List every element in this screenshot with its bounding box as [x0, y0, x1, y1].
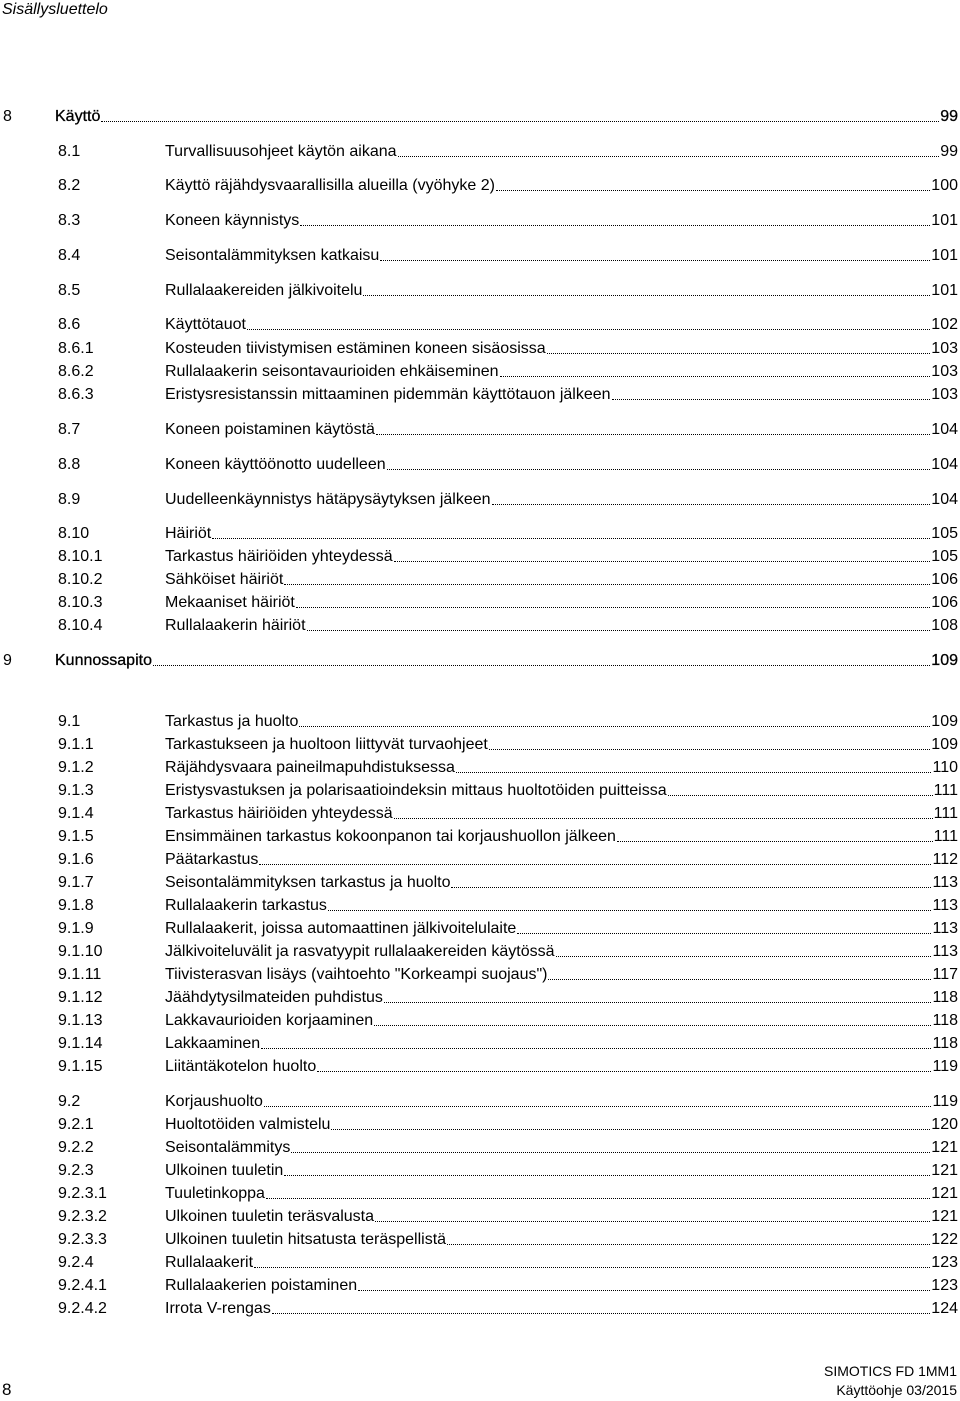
toc-entry[interactable] [0, 142, 958, 162]
toc-entry-page: 109 [931, 652, 958, 669]
toc-dot-leader [517, 919, 931, 934]
toc-dot-leader [456, 758, 932, 773]
toc-entry-page: 113 [932, 897, 958, 914]
toc-entry-line [165, 142, 958, 162]
toc-entry-number: 9.1.7 [58, 874, 94, 891]
toc-entry-line [165, 420, 958, 440]
toc-entry-line [165, 547, 958, 567]
toc-entry-page: 109 [931, 736, 958, 753]
toc-entry[interactable] [0, 781, 958, 801]
toc-entry[interactable] [0, 1115, 958, 1135]
toc-chapter-entry[interactable] [0, 651, 958, 671]
toc-entry-number: 9.1.3 [58, 782, 94, 799]
toc-entry[interactable] [0, 524, 958, 544]
toc-dot-leader [447, 1230, 930, 1245]
toc-entry-page: 124 [931, 1300, 958, 1317]
toc-entry-title: Päätarkastus [165, 851, 259, 868]
toc-entry-number: 9.1.6 [58, 851, 94, 868]
toc-entry-title: Rullalaakerit, joissa automaattinen jälkivoitelulaite [165, 920, 517, 937]
toc-entry-page: 122 [931, 1231, 958, 1248]
toc-entry-page: 119 [932, 1093, 958, 1110]
toc-entry[interactable] [0, 339, 958, 359]
toc-entry-number: 9.2.2 [58, 1139, 94, 1156]
toc-entry-page: 111 [933, 782, 958, 799]
toc-entry-title: Tarkastukseen ja huoltoon liittyvät turvaohjeet [165, 736, 488, 753]
toc-entry-line [165, 1184, 958, 1204]
toc-entry-number: 9.1.4 [58, 805, 94, 822]
toc-entry-title: Huoltotöiden valmistelu [165, 1116, 331, 1133]
toc-entry-page: 105 [931, 525, 958, 542]
toc-dot-leader [451, 873, 931, 888]
toc-entry-number: 8.6.3 [58, 386, 94, 403]
toc-entry[interactable] [0, 850, 958, 870]
footer-document-info [824, 1362, 957, 1400]
toc-entry-number: 8.10.1 [58, 548, 103, 565]
toc-entry-page: 120 [931, 1116, 958, 1133]
toc-entry-line [165, 919, 958, 939]
toc-entry[interactable] [0, 616, 958, 636]
toc-entry-page: 123 [931, 1277, 958, 1294]
toc-entry-line [165, 1057, 958, 1077]
toc-entry-title: Ensimmäinen tarkastus kokoonpanon tai korjaushuollon jälkeen [165, 828, 616, 845]
toc-chapter-entry[interactable] [0, 107, 958, 127]
toc-entry-line [165, 1230, 958, 1250]
toc-dot-leader [363, 281, 930, 296]
toc-entry[interactable] [0, 1011, 958, 1031]
toc-entry-title: Tarkastus häiriöiden yhteydessä [165, 548, 393, 565]
toc-entry-page: 103 [931, 386, 958, 403]
toc-dot-leader [556, 942, 932, 957]
toc-entry-page: 118 [932, 1035, 958, 1052]
toc-entry-number: 9.1.5 [58, 828, 94, 845]
toc-dot-leader [375, 1207, 930, 1222]
toc-dot-leader [380, 246, 930, 261]
toc-entry[interactable] [0, 455, 958, 475]
toc-entry-number: 9.1.11 [58, 966, 102, 983]
toc-dot-leader [264, 1092, 932, 1107]
toc-entry-page: 105 [931, 548, 958, 565]
toc-entry-number: 8.6.1 [58, 340, 94, 357]
toc-entry[interactable] [0, 420, 958, 440]
toc-entry-line [55, 107, 958, 127]
toc-entry-number: 8.8 [58, 456, 81, 473]
toc-entry-page: 118 [932, 1012, 958, 1029]
toc-dot-leader [259, 850, 931, 865]
toc-entry-line [165, 1207, 958, 1227]
toc-dot-leader [394, 804, 933, 819]
toc-dot-leader [101, 107, 939, 122]
toc-dot-leader [398, 142, 940, 157]
toc-dot-leader [548, 965, 931, 980]
toc-entry-number: 9.1.10 [58, 943, 103, 960]
toc-entry-page: 104 [931, 421, 958, 438]
toc-entry-line [165, 211, 958, 231]
toc-entry-number: 9.2.3.2 [58, 1208, 107, 1225]
toc-entry-line [165, 593, 958, 613]
toc-dot-leader [247, 315, 930, 330]
toc-entry-line [165, 1034, 958, 1054]
toc-entry-line [165, 246, 958, 266]
toc-entry-number: 9.1.1 [58, 736, 94, 753]
toc-entry-number: 9.1.14 [58, 1035, 103, 1052]
toc-entry[interactable] [0, 362, 958, 382]
toc-dot-leader [284, 1161, 930, 1176]
toc-entry-page: 123 [931, 1254, 958, 1271]
toc-entry[interactable] [0, 1184, 958, 1204]
toc-dot-leader [212, 524, 930, 539]
toc-entry-number: 8.7 [58, 421, 81, 438]
toc-entry-number: 9.1 [58, 713, 81, 730]
toc-dot-leader [284, 570, 930, 585]
toc-entry-number: 9.2.1 [58, 1116, 94, 1133]
toc-entry-line [165, 1092, 958, 1112]
toc-dot-leader [496, 176, 930, 191]
toc-dot-leader [384, 988, 932, 1003]
toc-entry-line [165, 455, 958, 475]
toc-entry[interactable] [0, 965, 958, 985]
toc-entry-line [165, 1011, 958, 1031]
toc-entry[interactable] [0, 385, 958, 405]
toc-entry-page: 113 [932, 874, 958, 891]
toc-dot-leader [291, 1138, 930, 1153]
toc-dot-leader [153, 651, 930, 666]
toc-entry-line [165, 315, 958, 335]
toc-entry[interactable] [0, 988, 958, 1008]
toc-entry-title: Irrota V-rengas [165, 1300, 271, 1317]
toc-entry-line [165, 735, 958, 755]
toc-entry[interactable] [0, 1207, 958, 1227]
toc-entry-number: 8.4 [58, 247, 81, 264]
toc-entry[interactable] [0, 1138, 958, 1158]
toc-entry-line [165, 524, 958, 544]
toc-entry-line [165, 1276, 958, 1296]
toc-entry-number: 9.2 [58, 1093, 81, 1110]
toc-entry-number: 8.2 [58, 177, 81, 194]
toc-entry-title: Räjähdysvaara paineilmapuhdistuksessa [165, 759, 455, 776]
toc-entry-title: Jäähdytysilmateiden puhdistus [165, 989, 383, 1006]
toc-entry-page: 101 [931, 282, 958, 299]
toc-entry-page: 101 [931, 212, 958, 229]
toc-dot-leader [617, 827, 933, 842]
toc-entry-page: 110 [932, 759, 958, 776]
toc-dot-leader [272, 1299, 930, 1314]
toc-entry-number: 9.2.4 [58, 1254, 94, 1271]
toc-entry-number: 9 [3, 652, 12, 669]
toc-entry-number: 8.10 [58, 525, 90, 542]
toc-entry-line [165, 1115, 958, 1135]
toc-entry-line [165, 965, 958, 985]
toc-entry-page: 102 [931, 316, 958, 333]
toc-dot-leader [547, 339, 931, 354]
toc-entry[interactable] [0, 1299, 958, 1319]
toc-entry-line [165, 490, 958, 510]
toc-entry-line [165, 385, 958, 405]
toc-entry-page: 119 [932, 1058, 958, 1075]
toc-entry-line [165, 804, 958, 824]
toc-entry[interactable] [0, 1034, 958, 1054]
toc-entry-line [165, 758, 958, 778]
toc-entry-number: 9.1.8 [58, 897, 94, 914]
toc-dot-leader [296, 593, 930, 608]
toc-entry[interactable] [0, 873, 958, 893]
toc-entry-title: Eristysvastuksen ja polarisaatioindeksin mittaus huoltotöiden puitteissa [165, 782, 667, 799]
toc-entry-line [165, 281, 958, 301]
toc-entry-line [165, 988, 958, 1008]
toc-entry-title: Tarkastus ja huolto [165, 713, 299, 730]
toc-entry[interactable] [0, 490, 958, 510]
toc-entry-page: 106 [931, 594, 958, 611]
toc-entry-number: 8.10.2 [58, 571, 103, 588]
toc-entry-number: 9.2.4.2 [58, 1300, 107, 1317]
toc-entry-number: 8.10.3 [58, 594, 103, 611]
toc-entry-line [55, 651, 958, 671]
toc-entry-page: 109 [931, 713, 958, 730]
toc-entry-title: Rullalaakerin tarkastus [165, 897, 327, 914]
toc-entry-title: Lakkavaurioiden korjaaminen [165, 1012, 374, 1029]
toc-entry-number: 9.2.3.1 [58, 1185, 107, 1202]
toc-entry[interactable] [0, 1161, 958, 1181]
toc-entry-page: 104 [931, 456, 958, 473]
toc-entry-line [165, 873, 958, 893]
toc-entry-number: 8.6 [58, 316, 81, 333]
toc-entry-line [165, 1299, 958, 1319]
toc-entry-page: 108 [931, 617, 958, 634]
toc-entry-page: 118 [932, 989, 958, 1006]
footer-product: SIMOTICS FD 1MM1 [823, 1363, 957, 1379]
toc-entry-page: 113 [932, 943, 958, 960]
toc-entry-number: 9.1.12 [58, 989, 103, 1006]
toc-entry-number: 8.1 [58, 143, 81, 160]
toc-entry-line [165, 781, 958, 801]
page-header-title: Sisällysluettelo [2, 1, 108, 18]
toc-dot-leader [331, 1115, 930, 1130]
toc-entry[interactable] [0, 547, 958, 567]
toc-entry-title: Kosteuden tiivistymisen estäminen koneen sisäosissa [165, 340, 546, 357]
toc-entry[interactable] [0, 1092, 958, 1112]
toc-entry[interactable] [0, 1276, 958, 1296]
toc-entry-title: Seisontalämmityksen tarkastus ja huolto [165, 874, 451, 891]
toc-entry-title: Sähköiset häiriöt [165, 571, 284, 588]
toc-entry-title: Häiriöt [165, 525, 212, 542]
toc-entry-title: Uudelleenkäynnistys hätäpysäytyksen jälkeen [165, 491, 491, 508]
toc-entry-line [165, 616, 958, 636]
toc-entry-line [165, 712, 958, 732]
toc-entry-page: 113 [932, 920, 958, 937]
toc-entry-title: Seisontalämmitys [165, 1139, 291, 1156]
toc-entry-number: 9.1.15 [58, 1058, 103, 1075]
toc-entry-line [165, 1138, 958, 1158]
toc-dot-leader [261, 1034, 931, 1049]
toc-entry[interactable] [0, 827, 958, 847]
toc-dot-leader [612, 385, 931, 400]
toc-entry-number: 8.6.2 [58, 363, 94, 380]
toc-entry-title: Korjaushuolto [165, 1093, 263, 1110]
toc-entry[interactable] [0, 281, 958, 301]
toc-entry-page: 106 [931, 571, 958, 588]
toc-entry-title: Liitäntäkotelon huolto [165, 1058, 317, 1075]
toc-entry[interactable] [0, 712, 958, 732]
toc-entry-page: 111 [933, 828, 958, 845]
toc-entry-page: 121 [931, 1139, 958, 1156]
toc-entry-page: 112 [932, 851, 958, 868]
toc-entry[interactable] [0, 1230, 958, 1250]
toc-entry-title: Käyttö räjähdysvaarallisilla alueilla (vyöhyke 2) [165, 177, 495, 194]
toc-entry-number: 9.2.4.1 [58, 1277, 107, 1294]
toc-entry-title: Mekaaniset häiriöt [165, 594, 295, 611]
footer-page-number: 8 [2, 1380, 12, 1399]
toc-entry-page: 121 [931, 1185, 958, 1202]
toc-entry-number: 9.1.13 [58, 1012, 103, 1029]
toc-dot-leader [254, 1253, 930, 1268]
toc-dot-leader [299, 712, 930, 727]
toc-dot-leader [374, 1011, 931, 1026]
toc-entry[interactable] [0, 570, 958, 590]
toc-entry[interactable] [0, 176, 958, 196]
toc-entry-title: Ulkoinen tuuletin [165, 1162, 284, 1179]
toc-entry-line [165, 176, 958, 196]
toc-dot-leader [394, 547, 931, 562]
toc-entry-number: 8.3 [58, 212, 81, 229]
toc-entry[interactable] [0, 593, 958, 613]
toc-entry-page: 121 [931, 1162, 958, 1179]
toc-entry-page: 111 [933, 805, 958, 822]
toc-entry[interactable] [0, 758, 958, 778]
toc-entry-title: Tiivisterasvan lisäys (vaihtoehto "Korkeampi suojaus") [165, 966, 548, 983]
toc-entry-title: Käyttö [55, 108, 101, 125]
toc-dot-leader [317, 1057, 931, 1072]
toc-entry-title: Ulkoinen tuuletin hitsatusta teräspellistä [165, 1231, 447, 1248]
toc-entry-line [165, 1253, 958, 1273]
toc-dot-leader [266, 1184, 930, 1199]
toc-entry-number: 8 [3, 108, 12, 125]
toc-entry-line [165, 570, 958, 590]
toc-entry-title: Ulkoinen tuuletin teräsvalusta [165, 1208, 375, 1225]
toc-dot-leader [300, 211, 930, 226]
toc-entry[interactable] [0, 942, 958, 962]
toc-entry-page: 121 [931, 1208, 958, 1225]
toc-entry-number: 8.10.4 [58, 617, 103, 634]
toc-dot-leader [387, 455, 931, 470]
toc-entry-page: 117 [932, 966, 958, 983]
toc-entry-line [165, 896, 958, 916]
toc-entry-page: 104 [931, 491, 958, 508]
toc-dot-leader [328, 896, 932, 911]
toc-entry[interactable] [0, 735, 958, 755]
toc-entry-title: Tuuletinkoppa [165, 1185, 265, 1202]
toc-entry-page: 103 [931, 340, 958, 357]
toc-dot-leader [489, 735, 930, 750]
toc-entry-line [165, 827, 958, 847]
toc-entry-title: Rullalaakerin häiriöt [165, 617, 306, 634]
toc-entry-title: Rullalaakerit [165, 1254, 254, 1271]
toc-entry-page: 100 [931, 177, 958, 194]
toc-dot-leader [358, 1276, 930, 1291]
toc-entry-title: Eristysresistanssin mittaaminen pidemmän käyttötauon jälkeen [165, 386, 611, 403]
toc-entry-line [165, 942, 958, 962]
toc-entry-number: 9.1.9 [58, 920, 94, 937]
toc-entry-number: 8.9 [58, 491, 81, 508]
toc-entry-page: 99 [940, 108, 958, 125]
toc-entry-page: 101 [931, 247, 958, 264]
toc-entry-title: Lakkaaminen [165, 1035, 261, 1052]
toc-entry[interactable] [0, 1057, 958, 1077]
toc-entry-line [165, 850, 958, 870]
toc-entry-title: Rullalaakereiden jälkivoitelu [165, 282, 363, 299]
toc-entry-title: Tarkastus häiriöiden yhteydessä [165, 805, 393, 822]
toc-dot-leader [668, 781, 933, 796]
toc-entry-number: 8.5 [58, 282, 81, 299]
toc-entry-number: 9.2.3 [58, 1162, 94, 1179]
toc-entry[interactable] [0, 315, 958, 335]
toc-entry-line [165, 362, 958, 382]
toc-entry-title: Turvallisuusohjeet käytön aikana [165, 143, 397, 160]
toc-entry-title: Käyttötauot [165, 316, 246, 333]
toc-entry-page: 103 [931, 363, 958, 380]
toc-entry-title: Rullalaakerin seisontavaurioiden ehkäiseminen [165, 363, 499, 380]
footer-manual: Käyttöohje 03/2015 [836, 1382, 957, 1398]
toc-entry-number: 9.2.3.3 [58, 1231, 107, 1248]
toc-entry[interactable] [0, 211, 958, 231]
toc-entry[interactable] [0, 804, 958, 824]
toc-dot-leader [307, 616, 931, 631]
toc-entry-title: Rullalaakerien poistaminen [165, 1277, 358, 1294]
toc-entry-line [165, 1161, 958, 1181]
toc-entry-line [165, 339, 958, 359]
toc-entry-title: Kunnossapito [55, 652, 152, 669]
toc-entry[interactable] [0, 1253, 958, 1273]
toc-dot-leader [376, 420, 930, 435]
toc-entry[interactable] [0, 919, 958, 939]
toc-dot-leader [492, 490, 931, 505]
toc-entry-title: Seisontalämmityksen katkaisu [165, 247, 380, 264]
toc-entry-title: Koneen poistaminen käytöstä [165, 421, 375, 438]
toc-entry-title: Koneen käynnistys [165, 212, 300, 229]
toc-entry[interactable] [0, 246, 958, 266]
toc-entry[interactable] [0, 896, 958, 916]
toc-dot-leader [500, 362, 931, 377]
toc-entry-title: Koneen käyttöönotto uudelleen [165, 456, 386, 473]
toc-entry-number: 9.1.2 [58, 759, 94, 776]
toc-entry-page: 99 [940, 143, 958, 160]
toc-entry-title: Jälkivoiteluvälit ja rasvatyypit rullalaakereiden käytössä [165, 943, 555, 960]
